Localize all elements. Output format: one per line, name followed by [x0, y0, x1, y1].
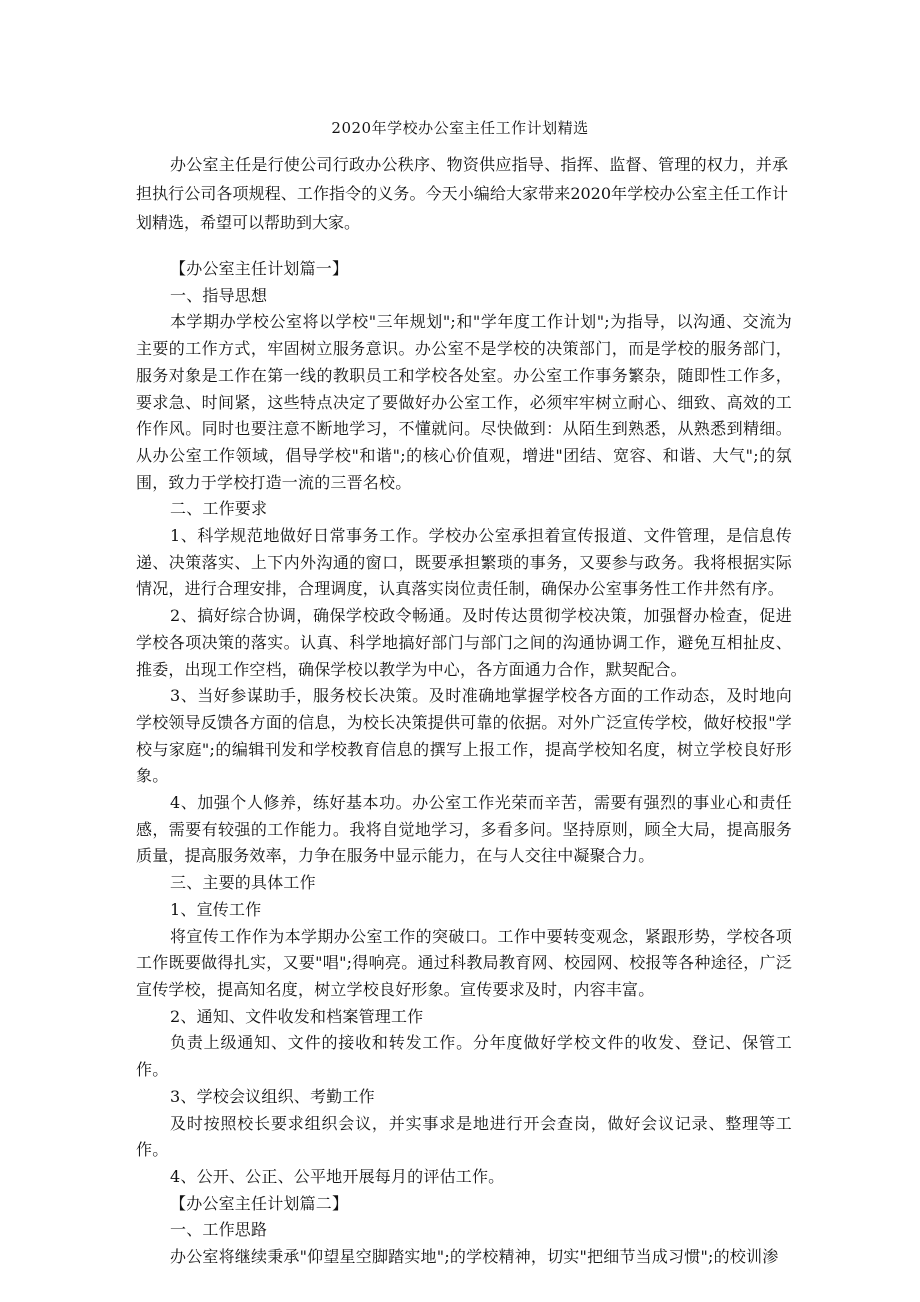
paragraph-work-ideas: 办公室将继续秉承"仰望星空脚踏实地";的学校精神，切实"把细节当成习惯";的校训渗	[170, 1247, 779, 1267]
section-heading-plan-two: 【办公室主任计划篇二】	[170, 1193, 349, 1213]
heading-documents: 2、通知、文件收发和档案管理工作	[170, 1006, 424, 1026]
paragraph-evaluation: 4、公开、公正、公平地开展每月的评估工作。	[170, 1166, 505, 1186]
paragraph-documents: 负责上级通知、文件的接收和转发工作。分年度做好学校文件的收发、登记、保管工作。	[136, 1033, 792, 1080]
paragraph-publicity: 将宣传工作作为本学期办公室工作的突破口。工作中要转变观念，紧跟形势，学校各项工作既要做得扎实，又要"唱";得响亮。通过科教局教育网、校园网、校报等各种途径，广泛宣传学校，提高知名度，树立学校良好形象。宣传要求及时，内容丰富。	[136, 926, 792, 999]
document-title: 2020年学校办公室主任工作计划精选	[331, 119, 589, 137]
paragraph-meetings: 及时按照校长要求组织会议，并实事求是地进行开会查岗，做好会议记录、整理等工作。	[136, 1113, 792, 1160]
heading-publicity: 1、宣传工作	[170, 899, 262, 919]
intro-paragraph: 办公室主任是行使公司行政办公秩序、物资供应指导、指挥、监督、管理的权力，并承担执行公司各项规程、工作指令的义务。今天小编给大家带来2020年学校办公室主任工作计划精选，希望可以帮助到大家。	[136, 155, 788, 232]
heading-work-requirements: 二、工作要求	[170, 499, 268, 519]
paragraph-requirement-4: 4、加强个人修养，练好基本功。办公室工作光荣而辛苦，需要有强烈的事业心和责任感，需要有较强的工作能力。我将自觉地学习，多看多问。坚持原则，顾全大局，提高服务质量，提高服务效率，力争在服务中显示能力，在与人交往中凝聚合力。	[136, 793, 792, 866]
heading-meetings: 3、学校会议组织、考勤工作	[170, 1086, 375, 1106]
document-body	[136, 256, 792, 1271]
paragraph-guiding-thought: 本学期办学校公室将以学校"三年规划";和"学年度工作计划";为指导，以沟通、交流为主要的工作方式，牢固树立服务意识。办公室不是学校的决策部门，而是学校的服务部门，服务对象是工作在第一线的教职员工和学校各处室。办公室工作事务繁杂，随即性工作多，要求急、时间紧，这些特点决定了要做好办公室工作，必须牢牢树立耐心、细致、高效的工作作风。同时也要注意不断地学习，不懂就问。尽快做到：从陌生到熟悉，从熟悉到精细。从办公室工作领域，倡导学校"和谐";的核心价值观，增进"团结、宽容、和谐、大气";的氛围，致力于学校打造一流的三晋名校。	[136, 312, 792, 492]
paragraph-requirement-3: 3、当好参谋助手，服务校长决策。及时准确地掌握学校各方面的工作动态，及时地向学校领导反馈各方面的信息，为校长决策提供可靠的依据。对外广泛宣传学校，做好校报"学校与家庭";的编辑刊发和学校教育信息的撰写上报工作，提高学校知名度，树立学校良好形象。	[136, 686, 792, 786]
paragraph-requirement-2: 2、搞好综合协调，确保学校政令畅通。及时传达贯彻学校决策，加强督办检查，促进学校各项决策的落实。认真、科学地搞好部门与部门之间的沟通协调工作，避免互相扯皮、推委，出现工作空档，确保学校以教学为中心，各方面通力合作，默契配合。	[136, 606, 792, 679]
heading-main-work: 三、主要的具体工作	[170, 873, 316, 893]
heading-work-ideas: 一、工作思路	[170, 1220, 268, 1240]
heading-guiding-thought: 一、指导思想	[170, 285, 268, 305]
section-heading-plan-one: 【办公室主任计划篇一】	[170, 259, 349, 278]
paragraph-requirement-1: 1、科学规范地做好日常事务工作。学校办公室承担着宣传报道、文件管理，是信息传递、决策落实、上下内外沟通的窗口，既要承担繁琐的事务，又要参与政务。我将根据实际情况，进行合理安排，合理调度，认真落实岗位责任制，确保办公室事务性工作井然有序。	[136, 526, 792, 599]
